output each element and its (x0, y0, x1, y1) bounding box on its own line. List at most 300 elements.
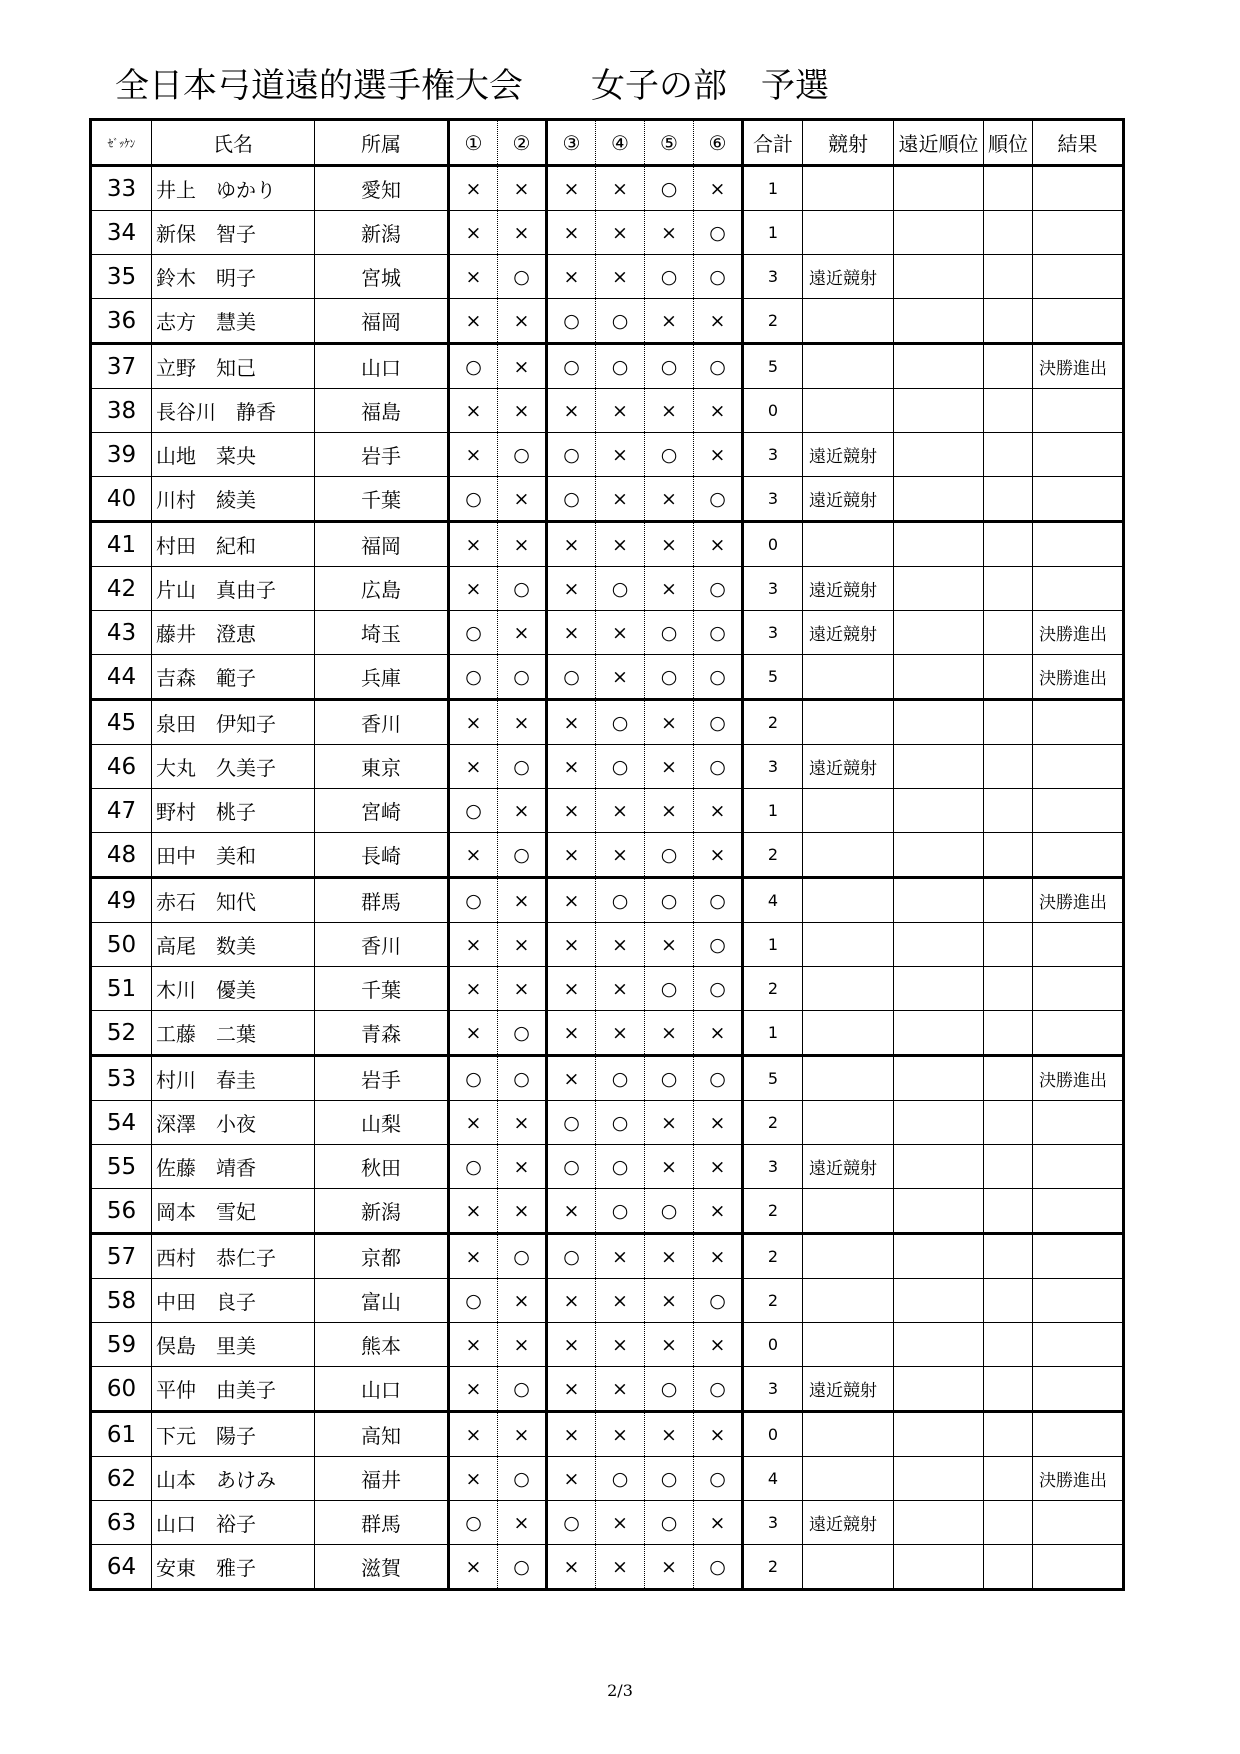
table-row (91, 745, 1124, 789)
total-cell: 2 (743, 833, 803, 878)
shot-6-cell: ○ (694, 745, 743, 789)
table-row (91, 878, 1124, 923)
rank-cell (984, 655, 1033, 700)
kyosha-cell: 遠近競射 (803, 1367, 894, 1412)
enkin-rank-cell (894, 1367, 984, 1412)
header-row (91, 120, 1124, 166)
shot-6-cell: × (694, 389, 743, 433)
total-cell: 3 (743, 255, 803, 299)
zekken-cell: 62 (91, 1457, 152, 1501)
shot-2-cell: × (498, 1101, 547, 1145)
header-shot-5: ⑤ (645, 120, 694, 166)
table-row (91, 1011, 1124, 1056)
result-cell (1033, 567, 1124, 611)
result-cell (1033, 477, 1124, 522)
name-cell: 長谷川 静香 (152, 389, 315, 433)
kyosha-cell: 遠近競射 (803, 433, 894, 477)
affiliation-cell: 千葉 (315, 477, 449, 522)
name-cell: 井上 ゆかり (152, 166, 315, 211)
zekken-cell: 37 (91, 344, 152, 389)
rank-cell (984, 745, 1033, 789)
result-cell (1033, 1234, 1124, 1279)
total-cell: 3 (743, 1367, 803, 1412)
table-row (91, 344, 1124, 389)
header-affiliation: 所属 (315, 120, 449, 166)
shot-5-cell: ○ (645, 878, 694, 923)
kyosha-cell (803, 1011, 894, 1056)
shot-1-cell: × (449, 1101, 498, 1145)
shot-6-cell: × (694, 1501, 743, 1545)
shot-1-cell: ○ (449, 878, 498, 923)
total-cell: 1 (743, 1011, 803, 1056)
kyosha-cell (803, 1101, 894, 1145)
result-cell: 決勝進出 (1033, 1457, 1124, 1501)
zekken-cell: 44 (91, 655, 152, 700)
shot-6-cell: × (694, 433, 743, 477)
shot-5-cell: × (645, 211, 694, 255)
header-shot-2: ② (498, 120, 547, 166)
shot-3-cell: × (547, 1056, 596, 1101)
enkin-rank-cell (894, 255, 984, 299)
shot-2-cell: × (498, 389, 547, 433)
shot-3-cell: × (547, 1367, 596, 1412)
affiliation-cell: 高知 (315, 1412, 449, 1457)
table-row (91, 700, 1124, 745)
shot-6-cell: ○ (694, 211, 743, 255)
rank-cell (984, 1011, 1033, 1056)
shot-3-cell: × (547, 567, 596, 611)
zekken-cell: 63 (91, 1501, 152, 1545)
shot-4-cell: × (596, 1367, 645, 1412)
rank-cell (984, 878, 1033, 923)
name-cell: 鈴木 明子 (152, 255, 315, 299)
table-row (91, 477, 1124, 522)
shot-1-cell: ○ (449, 1501, 498, 1545)
table-row (91, 1412, 1124, 1457)
zekken-cell: 40 (91, 477, 152, 522)
name-cell: 下元 陽子 (152, 1412, 315, 1457)
kyosha-cell: 遠近競射 (803, 745, 894, 789)
kyosha-cell (803, 1234, 894, 1279)
shot-5-cell: ○ (645, 255, 694, 299)
total-cell: 2 (743, 1234, 803, 1279)
total-cell: 1 (743, 211, 803, 255)
result-cell: 決勝進出 (1033, 611, 1124, 655)
header-zekken: ｾﾞｯｹﾝ (91, 120, 152, 166)
rank-cell (984, 700, 1033, 745)
zekken-cell: 55 (91, 1145, 152, 1189)
shot-1-cell: × (449, 923, 498, 967)
name-cell: 泉田 伊知子 (152, 700, 315, 745)
shot-4-cell: ○ (596, 1145, 645, 1189)
total-cell: 2 (743, 1189, 803, 1234)
affiliation-cell: 富山 (315, 1279, 449, 1323)
enkin-rank-cell (894, 299, 984, 344)
rank-cell (984, 299, 1033, 344)
shot-6-cell: ○ (694, 611, 743, 655)
shot-6-cell: ○ (694, 878, 743, 923)
enkin-rank-cell (894, 833, 984, 878)
shot-2-cell: ○ (498, 745, 547, 789)
shot-2-cell: × (498, 789, 547, 833)
rank-cell (984, 1101, 1033, 1145)
shot-6-cell: ○ (694, 923, 743, 967)
shot-5-cell: ○ (645, 1056, 694, 1101)
table-row (91, 522, 1124, 567)
name-cell: 村川 春圭 (152, 1056, 315, 1101)
shot-6-cell: ○ (694, 255, 743, 299)
shot-5-cell: × (645, 1101, 694, 1145)
shot-2-cell: ○ (498, 433, 547, 477)
enkin-rank-cell (894, 745, 984, 789)
total-cell: 2 (743, 1279, 803, 1323)
shot-4-cell: ○ (596, 745, 645, 789)
affiliation-cell: 群馬 (315, 1501, 449, 1545)
rank-cell (984, 255, 1033, 299)
shot-4-cell: ○ (596, 878, 645, 923)
kyosha-cell (803, 211, 894, 255)
shot-6-cell: × (694, 1323, 743, 1367)
total-cell: 5 (743, 344, 803, 389)
affiliation-cell: 福井 (315, 1457, 449, 1501)
shot-4-cell: × (596, 611, 645, 655)
shot-5-cell: ○ (645, 1189, 694, 1234)
enkin-rank-cell (894, 923, 984, 967)
total-cell: 2 (743, 967, 803, 1011)
enkin-rank-cell (894, 1234, 984, 1279)
shot-1-cell: ○ (449, 477, 498, 522)
enkin-rank-cell (894, 1501, 984, 1545)
total-cell: 3 (743, 611, 803, 655)
table-row (91, 389, 1124, 433)
shot-3-cell: × (547, 878, 596, 923)
zekken-cell: 54 (91, 1101, 152, 1145)
enkin-rank-cell (894, 211, 984, 255)
shot-5-cell: ○ (645, 433, 694, 477)
page-number: 2/3 (607, 1681, 633, 1700)
shot-3-cell: × (547, 1189, 596, 1234)
shot-2-cell: × (498, 878, 547, 923)
total-cell: 4 (743, 1457, 803, 1501)
zekken-cell: 60 (91, 1367, 152, 1412)
shot-6-cell: × (694, 789, 743, 833)
shot-2-cell: ○ (498, 1367, 547, 1412)
shot-2-cell: ○ (498, 1011, 547, 1056)
rank-cell (984, 567, 1033, 611)
result-cell (1033, 745, 1124, 789)
result-cell (1033, 1412, 1124, 1457)
shot-2-cell: ○ (498, 655, 547, 700)
kyosha-cell (803, 389, 894, 433)
shot-3-cell: × (547, 211, 596, 255)
table-row (91, 655, 1124, 700)
name-cell: 藤井 澄恵 (152, 611, 315, 655)
rank-cell (984, 1323, 1033, 1367)
result-cell (1033, 522, 1124, 567)
shot-6-cell: × (694, 1101, 743, 1145)
shot-4-cell: × (596, 1279, 645, 1323)
total-cell: 0 (743, 1412, 803, 1457)
shot-3-cell: × (547, 833, 596, 878)
enkin-rank-cell (894, 1412, 984, 1457)
shot-2-cell: × (498, 166, 547, 211)
table-row (91, 1056, 1124, 1101)
rank-cell (984, 1501, 1033, 1545)
shot-5-cell: × (645, 923, 694, 967)
result-cell (1033, 1367, 1124, 1412)
shot-5-cell: × (645, 389, 694, 433)
name-cell: 山本 あけみ (152, 1457, 315, 1501)
shot-3-cell: ○ (547, 1501, 596, 1545)
zekken-cell: 46 (91, 745, 152, 789)
shot-5-cell: × (645, 477, 694, 522)
shot-4-cell: ○ (596, 299, 645, 344)
affiliation-cell: 山梨 (315, 1101, 449, 1145)
header-enkin-rank: 遠近順位 (894, 120, 984, 166)
rank-cell (984, 923, 1033, 967)
shot-1-cell: × (449, 299, 498, 344)
shot-4-cell: × (596, 1501, 645, 1545)
shot-4-cell: × (596, 833, 645, 878)
shot-6-cell: × (694, 299, 743, 344)
name-cell: 新保 智子 (152, 211, 315, 255)
shot-1-cell: × (449, 567, 498, 611)
table-row (91, 833, 1124, 878)
shot-2-cell: × (498, 1189, 547, 1234)
result-cell (1033, 967, 1124, 1011)
shot-3-cell: × (547, 611, 596, 655)
table-row (91, 567, 1124, 611)
shot-6-cell: ○ (694, 655, 743, 700)
header-name: 氏名 (152, 120, 315, 166)
shot-4-cell: ○ (596, 700, 645, 745)
kyosha-cell (803, 833, 894, 878)
shot-4-cell: ○ (596, 1056, 645, 1101)
shot-3-cell: × (547, 745, 596, 789)
table-row (91, 967, 1124, 1011)
shot-5-cell: ○ (645, 833, 694, 878)
rank-cell (984, 1412, 1033, 1457)
header-total: 合計 (743, 120, 803, 166)
shot-5-cell: × (645, 1412, 694, 1457)
kyosha-cell (803, 299, 894, 344)
result-cell (1033, 1189, 1124, 1234)
kyosha-cell (803, 1056, 894, 1101)
total-cell: 2 (743, 1101, 803, 1145)
name-cell: 中田 良子 (152, 1279, 315, 1323)
table-row (91, 1189, 1124, 1234)
shot-1-cell: × (449, 1323, 498, 1367)
result-cell (1033, 433, 1124, 477)
shot-1-cell: × (449, 745, 498, 789)
shot-4-cell: × (596, 1545, 645, 1590)
result-cell (1033, 833, 1124, 878)
total-cell: 3 (743, 745, 803, 789)
kyosha-cell (803, 1279, 894, 1323)
enkin-rank-cell (894, 433, 984, 477)
shot-3-cell: × (547, 1011, 596, 1056)
shot-3-cell: ○ (547, 477, 596, 522)
rank-cell (984, 967, 1033, 1011)
rank-cell (984, 389, 1033, 433)
name-cell: 片山 真由子 (152, 567, 315, 611)
shot-4-cell: × (596, 967, 645, 1011)
shot-3-cell: × (547, 789, 596, 833)
shot-1-cell: ○ (449, 1145, 498, 1189)
affiliation-cell: 福岡 (315, 299, 449, 344)
shot-3-cell: × (547, 166, 596, 211)
shot-6-cell: × (694, 1011, 743, 1056)
name-cell: 志方 慧美 (152, 299, 315, 344)
kyosha-cell: 遠近競射 (803, 1501, 894, 1545)
enkin-rank-cell (894, 700, 984, 745)
results-table (89, 118, 1125, 1591)
table-row (91, 611, 1124, 655)
shot-6-cell: × (694, 522, 743, 567)
rank-cell (984, 1234, 1033, 1279)
result-cell (1033, 166, 1124, 211)
shot-3-cell: × (547, 522, 596, 567)
shot-5-cell: ○ (645, 344, 694, 389)
rank-cell (984, 166, 1033, 211)
table-row (91, 166, 1124, 211)
shot-3-cell: × (547, 1323, 596, 1367)
shot-4-cell: × (596, 477, 645, 522)
total-cell: 5 (743, 1056, 803, 1101)
shot-1-cell: ○ (449, 1279, 498, 1323)
table-row (91, 1101, 1124, 1145)
table-row (91, 1234, 1124, 1279)
result-cell (1033, 255, 1124, 299)
name-cell: 大丸 久美子 (152, 745, 315, 789)
result-cell (1033, 700, 1124, 745)
affiliation-cell: 長崎 (315, 833, 449, 878)
name-cell: 俣島 里美 (152, 1323, 315, 1367)
affiliation-cell: 兵庫 (315, 655, 449, 700)
kyosha-cell: 遠近競射 (803, 477, 894, 522)
shot-3-cell: ○ (547, 1234, 596, 1279)
shot-1-cell: ○ (449, 789, 498, 833)
total-cell: 0 (743, 522, 803, 567)
shot-5-cell: ○ (645, 655, 694, 700)
enkin-rank-cell (894, 166, 984, 211)
shot-6-cell: ○ (694, 477, 743, 522)
shot-6-cell: ○ (694, 700, 743, 745)
shot-2-cell: ○ (498, 1457, 547, 1501)
kyosha-cell (803, 1189, 894, 1234)
shot-2-cell: × (498, 344, 547, 389)
enkin-rank-cell (894, 878, 984, 923)
shot-2-cell: ○ (498, 255, 547, 299)
result-cell: 決勝進出 (1033, 655, 1124, 700)
enkin-rank-cell (894, 1457, 984, 1501)
total-cell: 2 (743, 299, 803, 344)
affiliation-cell: 山口 (315, 1367, 449, 1412)
affiliation-cell: 福岡 (315, 522, 449, 567)
name-cell: 赤石 知代 (152, 878, 315, 923)
result-cell: 決勝進出 (1033, 344, 1124, 389)
total-cell: 3 (743, 567, 803, 611)
shot-5-cell: × (645, 745, 694, 789)
zekken-cell: 48 (91, 833, 152, 878)
shot-5-cell: × (645, 700, 694, 745)
shot-4-cell: × (596, 433, 645, 477)
shot-1-cell: × (449, 1457, 498, 1501)
enkin-rank-cell (894, 789, 984, 833)
kyosha-cell (803, 789, 894, 833)
affiliation-cell: 新潟 (315, 211, 449, 255)
kyosha-cell (803, 655, 894, 700)
kyosha-cell (803, 1323, 894, 1367)
name-cell: 立野 知己 (152, 344, 315, 389)
shot-1-cell: × (449, 967, 498, 1011)
total-cell: 3 (743, 1501, 803, 1545)
shot-5-cell: ○ (645, 967, 694, 1011)
shot-4-cell: ○ (596, 1101, 645, 1145)
result-cell: 決勝進出 (1033, 1056, 1124, 1101)
name-cell: 岡本 雪妃 (152, 1189, 315, 1234)
total-cell: 1 (743, 923, 803, 967)
affiliation-cell: 群馬 (315, 878, 449, 923)
shot-1-cell: ○ (449, 1056, 498, 1101)
shot-5-cell: ○ (645, 1367, 694, 1412)
shot-3-cell: ○ (547, 1145, 596, 1189)
total-cell: 4 (743, 878, 803, 923)
shot-3-cell: ○ (547, 433, 596, 477)
shot-4-cell: × (596, 655, 645, 700)
affiliation-cell: 新潟 (315, 1189, 449, 1234)
result-cell (1033, 389, 1124, 433)
shot-1-cell: × (449, 833, 498, 878)
result-cell (1033, 211, 1124, 255)
name-cell: 野村 桃子 (152, 789, 315, 833)
shot-2-cell: × (498, 211, 547, 255)
rank-cell (984, 344, 1033, 389)
zekken-cell: 41 (91, 522, 152, 567)
enkin-rank-cell (894, 611, 984, 655)
shot-1-cell: × (449, 522, 498, 567)
header-shot-1: ① (449, 120, 498, 166)
table-row (91, 1279, 1124, 1323)
shot-4-cell: ○ (596, 567, 645, 611)
enkin-rank-cell (894, 567, 984, 611)
zekken-cell: 51 (91, 967, 152, 1011)
result-cell (1033, 1279, 1124, 1323)
shot-1-cell: × (449, 255, 498, 299)
header-result: 結果 (1033, 120, 1124, 166)
rank-cell (984, 1545, 1033, 1590)
shot-6-cell: ○ (694, 1367, 743, 1412)
enkin-rank-cell (894, 967, 984, 1011)
shot-4-cell: × (596, 1011, 645, 1056)
total-cell: 3 (743, 1145, 803, 1189)
enkin-rank-cell (894, 1279, 984, 1323)
name-cell: 平仲 由美子 (152, 1367, 315, 1412)
shot-3-cell: × (547, 1545, 596, 1590)
kyosha-cell (803, 166, 894, 211)
zekken-cell: 36 (91, 299, 152, 344)
name-cell: 西村 恭仁子 (152, 1234, 315, 1279)
zekken-cell: 33 (91, 166, 152, 211)
affiliation-cell: 千葉 (315, 967, 449, 1011)
rank-cell (984, 1056, 1033, 1101)
kyosha-cell: 遠近競射 (803, 611, 894, 655)
shot-5-cell: ○ (645, 1501, 694, 1545)
kyosha-cell (803, 923, 894, 967)
shot-3-cell: × (547, 967, 596, 1011)
shot-2-cell: ○ (498, 567, 547, 611)
shot-5-cell: × (645, 522, 694, 567)
